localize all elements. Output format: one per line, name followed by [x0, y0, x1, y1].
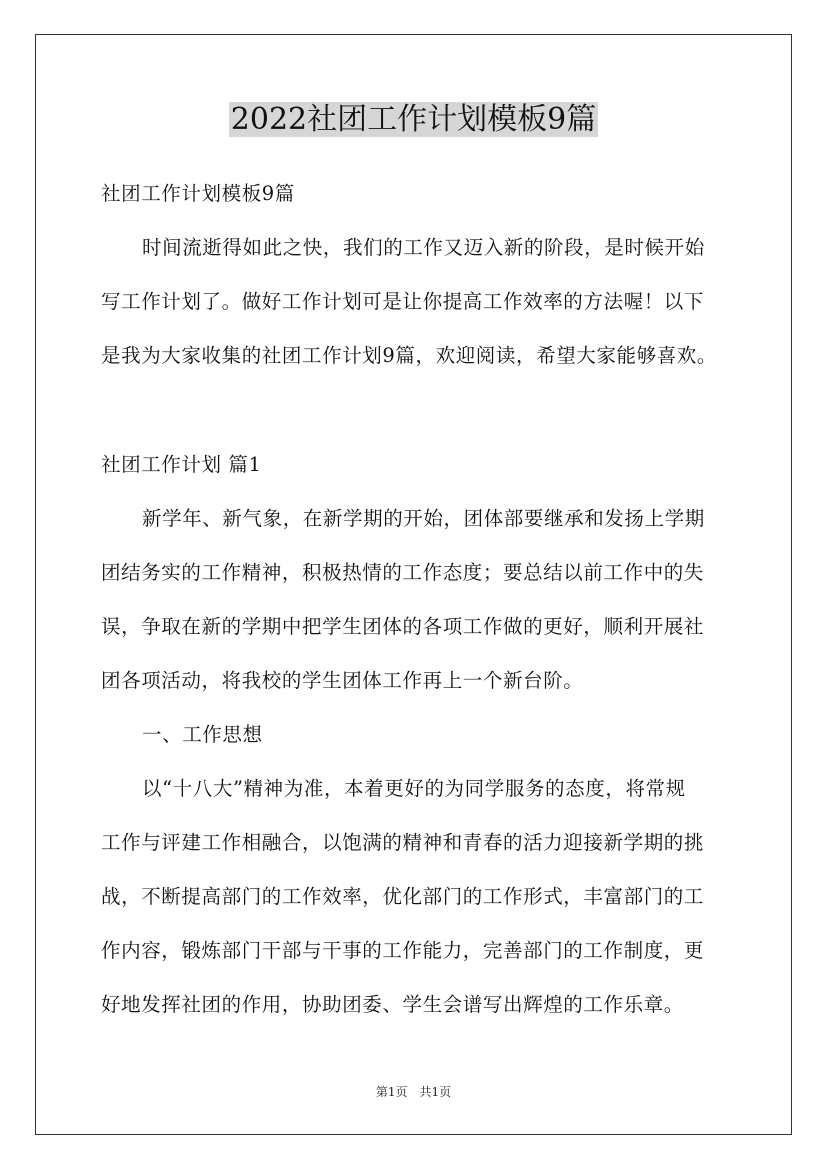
document-title-text: 2022社团工作计划模板9篇	[230, 102, 597, 137]
paragraph-line: 团各项活动，将我校的学生团体工作再上一个新台阶。	[101, 669, 584, 692]
paragraph-line: 是我为大家收集的社团工作计划9篇，欢迎阅读，希望大家能够喜欢。	[101, 344, 718, 367]
page-footer: 第1页 共1页	[375, 1085, 452, 1099]
paragraph-line: 写工作计划了。做好工作计划可是让你提高工作效率的方法喔！以下	[101, 290, 705, 313]
paragraph-line: 新学年、新气象，在新学期的开始，团体部要继承和发扬上学期	[142, 507, 705, 530]
paragraph-line: 团结务实的工作精神，积极热情的工作态度；要总结以前工作中的失	[101, 561, 705, 584]
paragraph-line: 作内容，锻炼部门干部与干事的工作能力，完善部门的工作制度，更	[101, 939, 705, 962]
paragraph-line: 好地发挥社团的作用，协助团委、学生会谱写出辉煌的工作乐章。	[101, 993, 684, 1016]
paragraph-line: 误，争取在新的学期中把学生团体的各项工作做的更好，顺利开展社	[101, 615, 705, 638]
paragraph-line: 工作与评建工作相融合，以饱满的精神和青春的活力迎接新学期的挑	[101, 831, 705, 854]
document-subtitle: 社团工作计划模板9篇	[101, 182, 295, 205]
subsection-heading: 一、工作思想	[142, 723, 263, 746]
paragraph-line: 战，不断提高部门的工作效率，优化部门的工作形式，丰富部门的工	[101, 885, 705, 908]
section-heading: 社团工作计划 篇1	[101, 453, 262, 476]
paragraph-line: 时间流逝得如此之快，我们的工作又迈入新的阶段，是时候开始	[142, 236, 705, 259]
paragraph-line: 以“十八大”精神为准，本着更好的为同学服务的态度，将常规	[142, 777, 686, 800]
document-title	[0, 98, 827, 142]
